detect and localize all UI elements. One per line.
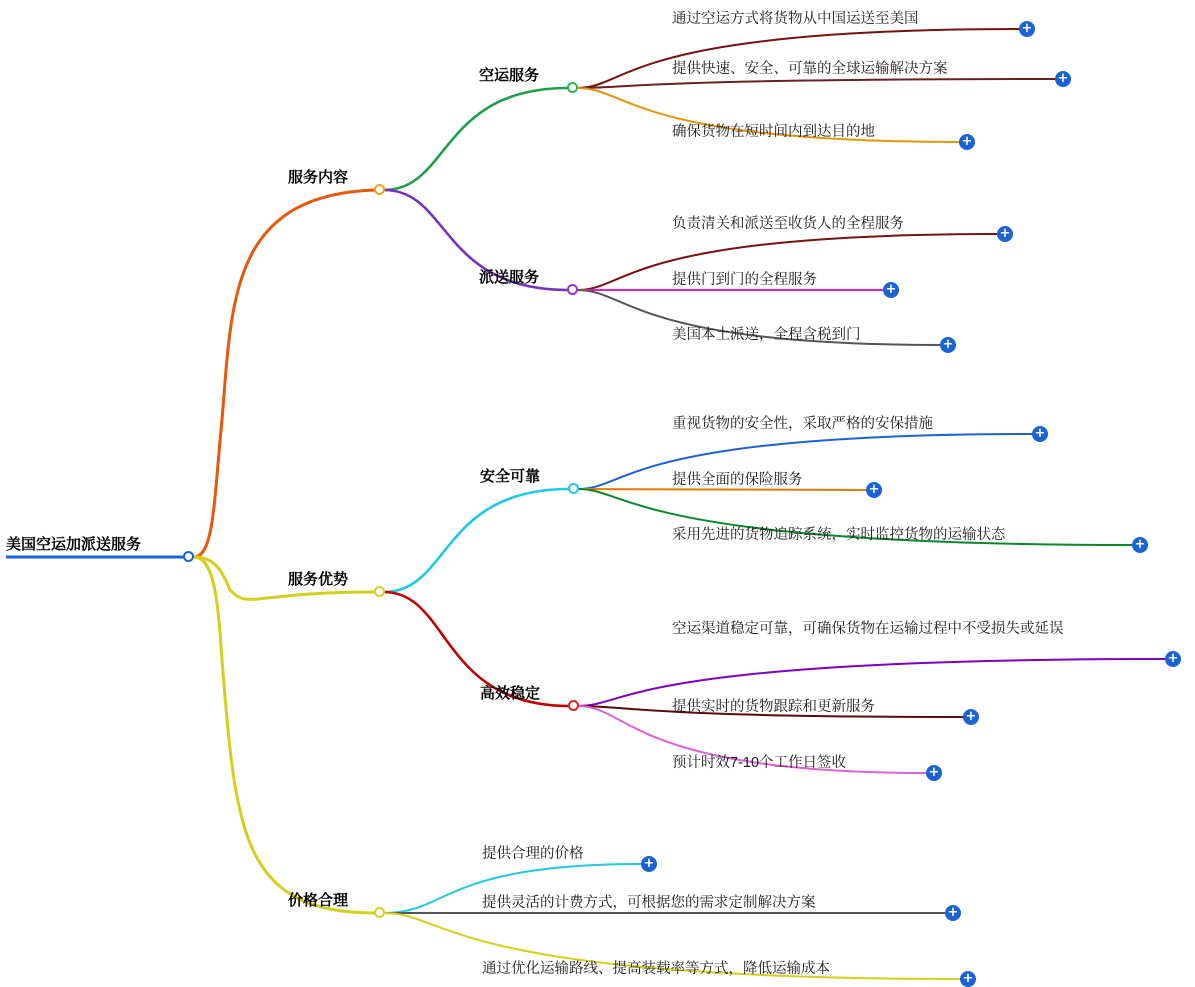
expand-button-3-3[interactable] [960,971,976,987]
leaf-node-1-2-3[interactable] [672,326,861,346]
leaf-node-3-1[interactable] [482,845,584,865]
leaf-node-1-1-3-label: 确保货物在短时间内到达目的地 [672,124,875,140]
leaf-node-2-1-3-label: 采用先进的货物追踪系统，实时监控货物的运输状态 [672,527,1006,543]
branch-node-3-dot[interactable] [374,907,385,918]
subbranch-node-1-2[interactable] [479,269,539,289]
expand-button-2-2-1[interactable] [1165,651,1181,667]
expand-button-3-2-label: + [947,905,959,920]
leaf-node-1-2-2[interactable] [672,271,817,291]
subbranch-node-1-2-dot[interactable] [567,284,578,295]
subbranch-node-2-1-dot[interactable] [568,483,579,494]
expand-button-2-2-2[interactable] [963,709,979,725]
expand-button-2-1-1[interactable] [1032,426,1048,442]
expand-button-2-1-3[interactable] [1132,537,1148,553]
leaf-node-2-1-3[interactable] [672,526,1006,546]
branch-node-3[interactable] [288,892,348,912]
expand-button-1-2-2-label: + [885,282,897,297]
subbranch-node-1-1-dot[interactable] [567,82,578,93]
subbranch-node-2-2[interactable] [480,685,540,705]
expand-button-3-1-label: + [643,856,655,871]
expand-button-1-1-3[interactable] [959,134,975,150]
root-node-label: 美国空运加派送服务 [6,536,142,553]
branch-node-1-dot[interactable] [374,184,385,195]
expand-button-1-2-1[interactable] [997,226,1013,242]
leaf-node-2-2-3-label: 预计时效7-10个工作日签收 [672,755,847,771]
leaf-node-1-2-1[interactable] [672,215,904,235]
leaf-node-2-1-1-label: 重视货物的安全性，采取严格的安保措施 [672,416,933,432]
subbranch-node-1-2-label: 派送服务 [479,269,540,286]
leaf-node-3-3[interactable] [482,960,830,980]
expand-button-1-1-3-label: + [961,134,973,149]
branch-node-1[interactable] [288,169,348,189]
root-node-dot[interactable] [183,551,194,562]
expand-button-3-2[interactable] [945,905,961,921]
expand-button-1-1-2-label: + [1057,71,1069,86]
subbranch-node-1-1[interactable] [479,67,539,87]
expand-button-2-1-3-label: + [1134,537,1146,552]
expand-button-2-2-2-label: + [965,709,977,724]
subbranch-node-2-2-dot[interactable] [568,700,579,711]
branch-node-3-label: 价格合理 [288,892,349,909]
leaf-node-3-2-label: 提供灵活的计费方式，可根据您的需求定制解决方案 [482,895,816,911]
leaf-node-3-3-label: 通过优化运输路线、提高装载率等方式，降低运输成本 [482,961,830,977]
subbranch-node-1-1-label: 空运服务 [479,67,540,84]
expand-button-2-2-3-label: + [928,765,940,780]
leaf-node-2-2-2-label: 提供实时的货物跟踪和更新服务 [672,699,875,715]
root-node[interactable] [6,536,141,556]
expand-button-2-1-2-label: + [868,482,880,497]
leaf-node-2-2-1[interactable] [672,617,1152,643]
leaf-node-3-1-label: 提供合理的价格 [482,846,584,862]
leaf-node-2-2-1-label: 空运渠道稳定可靠，可确保货物在运输过程中不受损失或延误 [672,621,1064,637]
leaf-node-2-1-1[interactable] [672,415,933,435]
branch-node-2[interactable] [288,571,348,591]
expand-button-1-1-1[interactable] [1019,21,1035,37]
leaf-node-2-2-3[interactable] [672,754,846,774]
expand-button-2-2-1-label: + [1167,651,1179,666]
expand-button-1-2-2[interactable] [883,282,899,298]
expand-button-3-3-label: + [962,971,974,986]
branch-node-1-label: 服务内容 [288,169,349,186]
subbranch-node-2-1-label: 安全可靠 [480,468,541,485]
leaf-node-2-1-2-label: 提供全面的保险服务 [672,472,803,488]
leaf-node-1-1-1-label: 通过空运方式将货物从中国运送至美国 [672,11,919,27]
expand-button-1-1-2[interactable] [1055,71,1071,87]
branch-node-2-label: 服务优势 [288,571,349,588]
subbranch-node-2-2-label: 高效稳定 [480,685,541,702]
subbranch-node-2-1[interactable] [480,468,540,488]
expand-button-2-1-1-label: + [1034,426,1046,441]
leaf-node-2-1-2[interactable] [672,471,803,491]
expand-button-2-1-2[interactable] [866,482,882,498]
leaf-node-1-2-3-label: 美国本土派送，全程含税到门 [672,327,861,343]
leaf-node-1-2-1-label: 负责清关和派送至收货人的全程服务 [672,216,904,232]
leaf-node-1-1-1[interactable] [672,10,919,30]
leaf-node-2-2-2[interactable] [672,698,875,718]
leaf-node-3-2[interactable] [482,894,816,914]
expand-button-3-1[interactable] [641,856,657,872]
leaf-node-1-1-2[interactable] [672,60,948,80]
expand-button-1-1-1-label: + [1021,21,1033,36]
expand-button-1-2-3[interactable] [940,337,956,353]
leaf-node-1-1-2-label: 提供快速、安全、可靠的全球运输解决方案 [672,61,948,77]
leaf-node-1-2-2-label: 提供门到门的全程服务 [672,272,817,288]
expand-button-1-2-3-label: + [942,337,954,352]
expand-button-1-2-1-label: + [999,226,1011,241]
leaf-node-1-1-3[interactable] [672,123,875,143]
branch-node-2-dot[interactable] [374,586,385,597]
expand-button-2-2-3[interactable] [926,765,942,781]
